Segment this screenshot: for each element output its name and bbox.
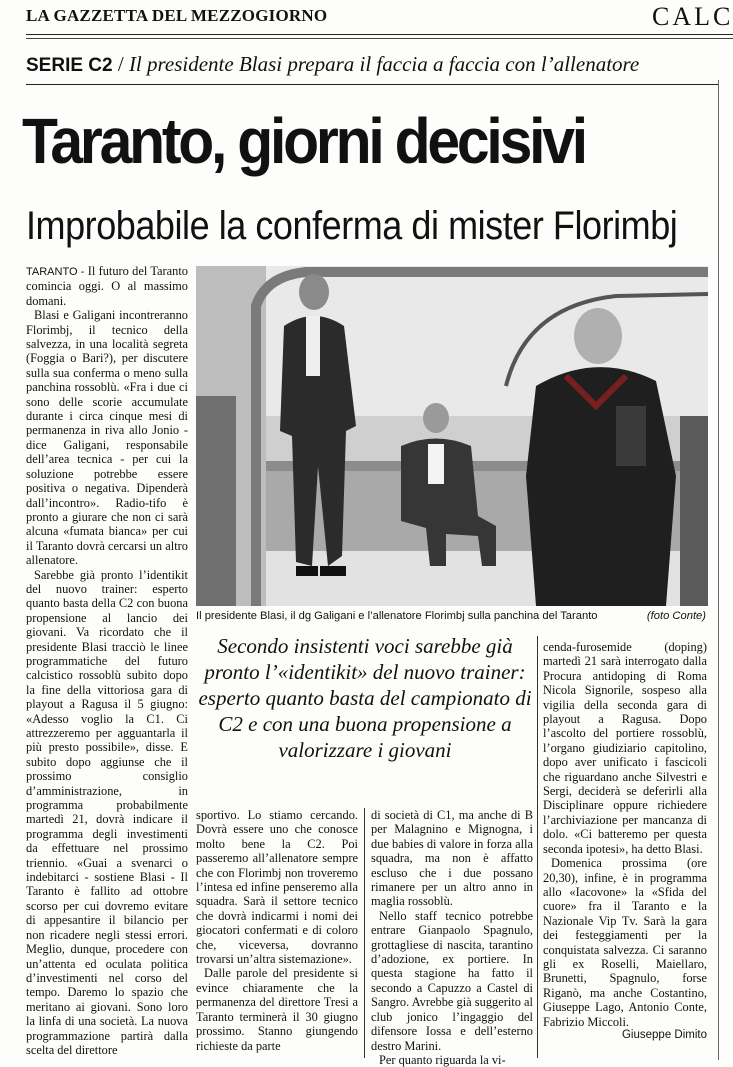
article-column-3 (371, 808, 533, 1067)
article-paragraph: Dalle parole del presidente si evince chiaramente che la permanenza del direttore Tresi a Taranto terminerà il 30 giugno prossimo. Stanno giungendo richieste da parte (196, 966, 358, 1053)
kicker-separator: / (117, 52, 124, 76)
dateline: TARANTO - (26, 266, 85, 278)
caption-text: Il presidente Blasi, il dg Galigani e l’allenatore Florimbj sulla panchina del Taranto (196, 610, 598, 622)
article-paragraph: Domenica prossima (ore 20,30), infine, è in programma allo «Iacovone» la «Sfida del cuore» fra il Taranto e la Nazionale Vip Tv. Sarà la gara dei festeggiamenti per la conquistata salvezza. Ci saranno gli ex Roselli, Maiellaro, Brunetti, Spagnulo, forse Riganò, ma anche Costantino, Giuseppe Lago, Antonio Conte, Fabrizio Miccoli. (543, 856, 707, 1029)
masthead-newspaper: LA GAZZETTA DEL MEZZOGIORNO (26, 6, 328, 25)
right-edge-rule (718, 80, 719, 1060)
article-paragraph: Blasi e Galigani incontreranno Florimbj, il tecnico della salvezza, in una località segreta (Foggia o Bari?), per discutere sulla sua conferma o meno sulla panchina rossoblù. «Fra i due ci sono delle scorie accumulate durante i circa cinque mesi di permanenza in riva allo Jonio - dice Galigani, responsabile dell’area tecnica - per cui la soluzione potrebbe essere positiva o negativa. Dipenderà dall’incontro». Radio-tifo è pronto a giurare che non ci sarà alcuna «fumata bianca» per cui il Taranto dovrà cercarsi un altro allenatore. (26, 308, 188, 568)
byline: Giuseppe Dimito (621, 1029, 707, 1041)
kicker (26, 52, 639, 77)
article-column-1 (26, 264, 188, 1057)
kicker-text: Il presidente Blasi prepara il faccia a faccia con l’allenatore (128, 52, 640, 76)
article-paragraph: di società di C1, ma anche di B per Malagnino e Mignogna, i due babies di valore in forza alla squadra, ma non è affatto escluso che i due possano rimanere per un altro anno in maglia rossoblù. (371, 808, 533, 909)
pullquote: Secondo insistenti voci sarebbe già pronto l’«identikit» del nuovo trainer: esperto quanto basta del campionato di C2 e con una buona propensione a valorizzare i giovani (198, 634, 532, 762)
masthead-rule (26, 34, 733, 35)
article-paragraph (26, 264, 188, 308)
article-column-4 (543, 640, 707, 1029)
headline: Taranto, giorni decisivi (22, 105, 585, 177)
paragraph-text: Il futuro del Taranto comincia oggi. O al massimo domani. (26, 264, 188, 308)
column-rule (364, 808, 365, 1058)
kicker-tag: SERIE C2 (26, 55, 113, 76)
article-paragraph: sportivo. Lo stiamo cercando. Dovrà essere uno che conosce molto bene la C2. Poi passeremo all’allenatore sempre che con Florimbj non troveremo l’intesa ed infine penseremo alla squadra. Sarà il settore tecnico che dovrà indicarmi i nomi dei giocatori confermati e di coloro che, viceversa, dovranno trovarsi un’altra sistemazione». (196, 808, 358, 967)
article-column-2 (196, 808, 358, 1053)
photo-credit: (foto Conte) (646, 610, 706, 622)
section-name: CALC (652, 2, 733, 31)
article-paragraph: Nello staff tecnico potrebbe entrare Gianpaolo Spagnulo, grottagliese di nascita, tarantino d’adozione, ex portiere. In questa stagione ha fatto il secondo a Capuzzo a Castel di Sangro. Avrebbe già suggerito al club jonico l’ingaggio del difensore Iossa e dell’esterno destro Marini. (371, 908, 533, 1053)
photo-image (196, 266, 708, 606)
subheadline: Improbabile la conferma di mister Florimbj (26, 204, 678, 248)
kicker-rule (26, 84, 718, 85)
photo-caption (196, 610, 708, 622)
article-photo (196, 266, 708, 606)
article-paragraph: Per quanto riguarda la vi- (379, 1052, 506, 1067)
article-paragraph: Sarebbe già pronto l’identikit del nuovo trainer: esperto quanto basta della C2 con buona propensione al lancio dei giovani. Va ricordato che il presidente Blasi tracciò le linee programmatiche del futuro calcistico rossoblù subito dopo la fine della vittoriosa gara di playout a Ragusa il 5 giugno: «Adesso voglio la C1. Ci attrezzeremo per agguantarla il più presto possibile», disse. E subito dopo aggiunse che il prossimo consiglio d’amministrazione, in programma probabilmente martedì 21, dovrà indicare il programma degli investimenti da effettuare nel prossimo triennio. «Guai a svenarci o indebitarci - sostiene Blasi - Il Taranto è fallito ad ottobre scorso per cui dovremo evitare di appesantire il bilancio per non ricadere negli stessi errori. Meglio, dunque, procedere con un’attenta ed oculata politica d’investimenti nel corso del tempo. Daremo lo spazio che meritano ai giovani. Sono loro la linfa di una società. La nuova programmazione partirà dalla scelta del direttore (26, 567, 188, 1057)
column-rule (537, 636, 538, 1058)
masthead-rule-thin (26, 38, 733, 39)
article-paragraph: cenda-furosemide (doping) martedì 21 sarà interrogato dalla Procura antidoping di Roma Nicola Signorile, sospeso alla vigilia della seconda gara di playout a Ragusa. Dopo l’ascolto del portiere rossoblù, l’organo giudiziario capitolino, dopo aver unificato i fascicoli che riguardano anche Silvestri e Sergi, deciderà se deferirli alla Disciplinare oppure richiedere l’archiviazione per mancanza di dolo. «Ci batteremo per questa seconda ipotesi», ha detto Blasi. (543, 640, 707, 856)
